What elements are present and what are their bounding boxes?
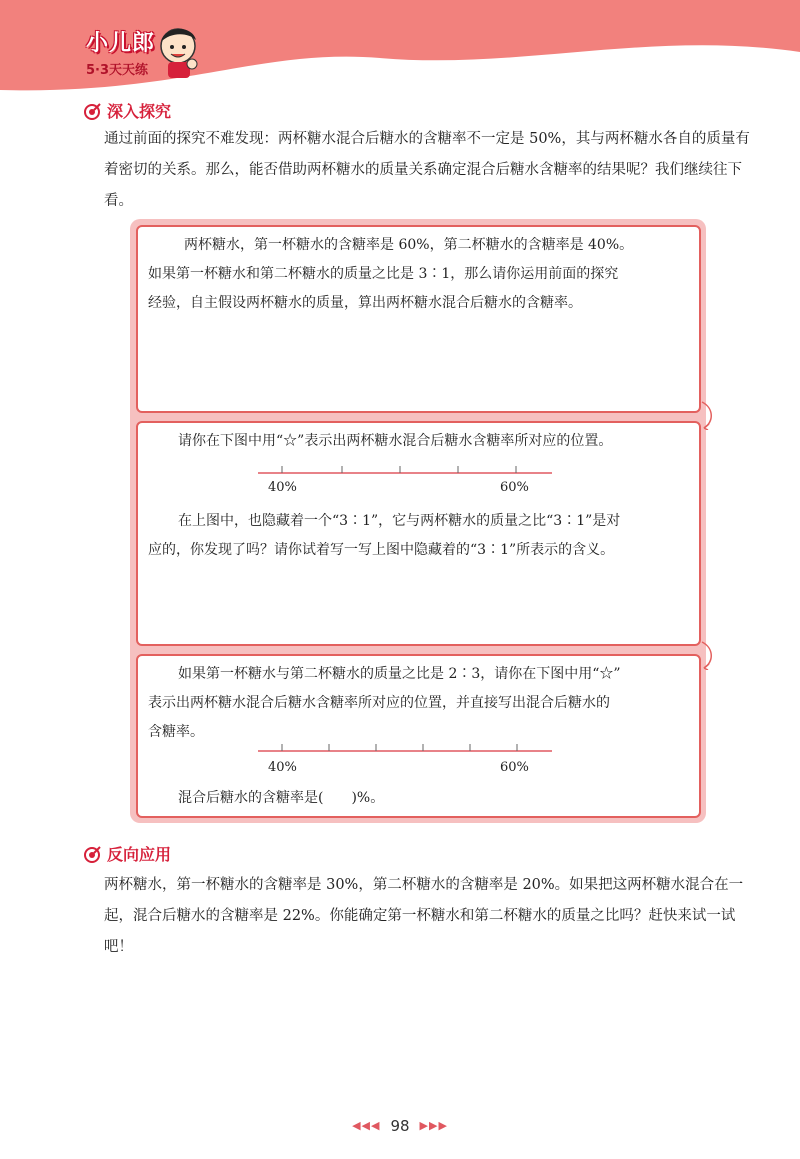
section-title: 深入探究 [107,102,172,121]
page-number: 98 [390,1116,410,1135]
next-arrows-icon: ▶▶▶ [419,1119,448,1132]
section-title: 反向应用 [107,845,172,864]
box1-line3: 经验，自主假设两杯糖水的质量，算出两杯糖水混合后糖水的含糖率。 [148,295,582,311]
box3-line1: 如果第一杯糖水与第二杯糖水的质量之比是 2∶3，请你在下图中用“☆” [178,666,621,682]
box3-answer-blank: 混合后糖水的含糖率是( )%。 [178,790,385,806]
number-line-1 [258,464,552,478]
exercise-box-1 [136,225,701,413]
section-heading-reverse [84,842,171,865]
section-heading-explore [84,99,171,122]
exercise-box-2 [136,421,701,646]
exercise-box-3 [136,654,701,818]
box2-line2: 应的，你发现了吗？请你试着写一写上图中隐藏着的“3∶1”所表示的含义。 [148,542,615,558]
page-footer [0,1114,800,1135]
mascot-boy-icon [158,22,200,80]
box1-line2: 如果第一杯糖水和第二杯糖水的质量之比是 3∶1，那么请你运用前面的探究 [148,266,619,282]
box1-line1: 两杯糖水，第一杯糖水的含糖率是 60%，第二杯糖水的含糖率是 40%。 [184,237,634,253]
prev-arrows-icon: ◀◀◀ [352,1119,381,1132]
number-line-1-right-label: 60% [500,480,529,495]
logo-subtitle: 5·3天天练 [86,63,149,78]
brand-logo [86,26,155,78]
box3-line2: 表示出两杯糖水混合后糖水含糖率所对应的位置，并直接写出混合后糖水的 [148,695,610,711]
continue-arrow-icon [700,400,714,430]
number-line-2-right-label: 60% [500,760,529,775]
box3-line3: 含糖率。 [148,724,204,740]
intro-paragraph: 通过前面的探究不难发现：两杯糖水混合后糖水的含糖率不一定是 50%，其与两杯糖水各自的质量有着密切的关系。那么，能否借助两杯糖水的质量关系确定混合后糖水含糖率的结果呢？我们继续往下看。 [104,131,750,209]
box2-line1: 在上图中，也隐藏着一个“3∶1”，它与两杯糖水的质量之比“3∶1”是对 [178,513,621,529]
number-line-2 [258,742,552,756]
box2-instruction: 请你在下图中用“☆”表示出两杯糖水混合后糖水含糖率所对应的位置。 [178,433,613,449]
logo-title: 小儿郎 [86,31,156,56]
number-line-2-left-label: 40% [268,760,297,775]
continue-arrow-icon [700,640,714,670]
target-icon [84,845,102,863]
reverse-application-paragraph: 两杯糖水，第一杯糖水的含糖率是 30%，第二杯糖水的含糖率是 20%。如果把这两杯糖水混合在一起，混合后糖水的含糖率是 22%。你能确定第一杯糖水和第二杯糖水的质量之比吗？赶快来试一试吧！ [104,877,744,955]
number-line-1-left-label: 40% [268,480,297,495]
target-icon [84,102,102,120]
